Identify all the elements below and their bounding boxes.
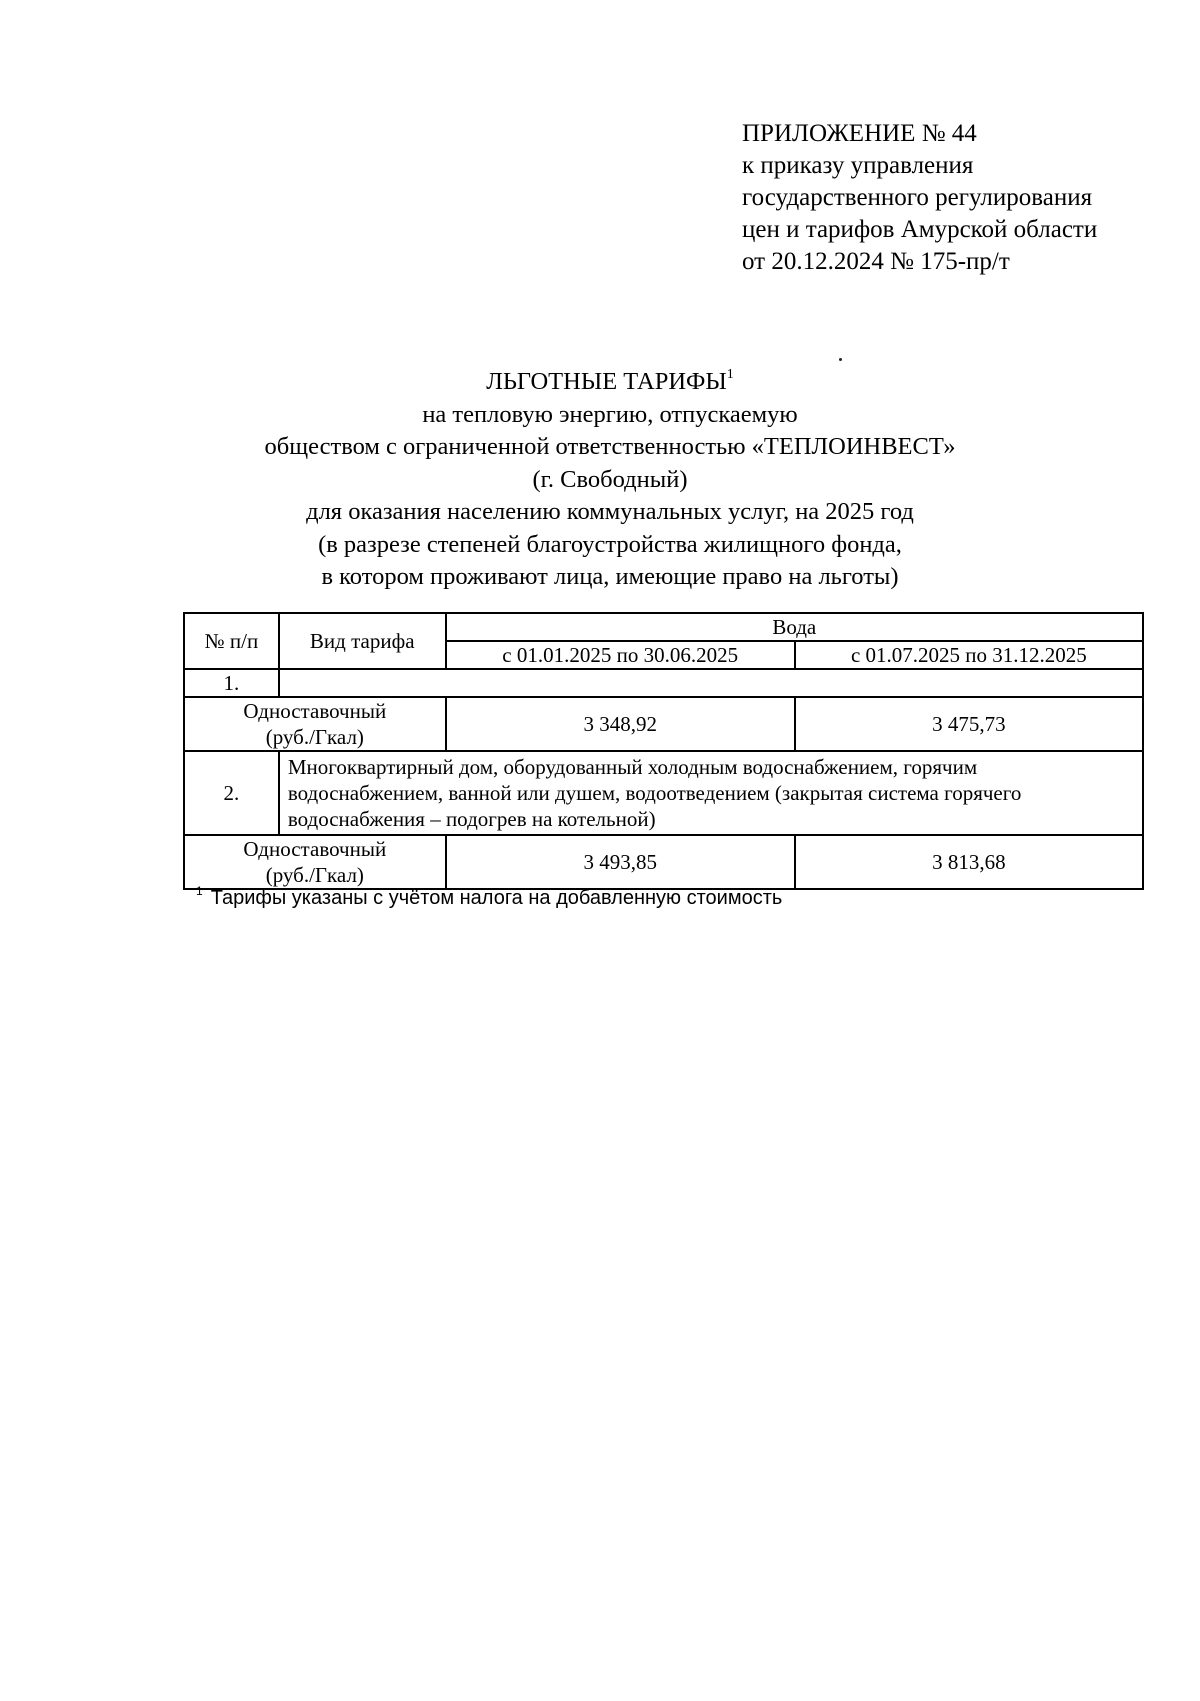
tariff-row xyxy=(184,835,1143,889)
title-line: для оказания населению коммунальных услуг, на 2025 год xyxy=(306,498,914,525)
footnote xyxy=(196,886,782,910)
header-period-2: с 01.07.2025 по 31.12.2025 xyxy=(795,641,1143,669)
section-row xyxy=(184,669,1143,697)
title-line: обществом с ограниченной ответственностью «ТЕПЛОИНВЕСТ» xyxy=(264,433,956,460)
section-description: Многоквартирный дом, оборудованный холодным водоснабжением, горячим водоснабжением, ванной или душем, водоотведением (закрытая система горячего водоснабжения – подогрев на котельной) xyxy=(279,751,1143,835)
appendix-line: государственного регулирования xyxy=(742,184,1093,211)
section-description xyxy=(279,669,1143,697)
tariff-value-period-1: 3 348,92 xyxy=(446,697,795,751)
section-row xyxy=(184,751,1143,835)
tariff-label xyxy=(184,697,446,751)
title-line: на тепловую энергию, отпускаемую xyxy=(422,400,798,428)
tariff-label-unit: (руб./Гкал) xyxy=(265,863,364,887)
document-title-block xyxy=(0,366,1160,594)
section-number: 1. xyxy=(184,669,279,697)
tariff-value-period-1: 3 493,85 xyxy=(446,835,795,889)
tariff-label-unit: (руб./Гкал) xyxy=(265,725,364,749)
footnote-mark: 1 xyxy=(196,884,203,898)
tariff-label-name: Одноставочный xyxy=(243,837,387,861)
tariffs-table xyxy=(183,612,1144,890)
header-water-group: Вода xyxy=(446,613,1143,641)
tariff-row xyxy=(184,697,1143,751)
footnote-text: Тарифы указаны с учётом налога на добавленную стоимость xyxy=(210,887,783,909)
appendix-line: цен и тарифов Амурской области xyxy=(742,216,1098,243)
scan-speck xyxy=(839,358,842,361)
title-line: (в разрезе степеней благоустройства жилищного фонда, xyxy=(318,530,902,558)
tariff-value-period-2: 3 813,68 xyxy=(795,835,1143,889)
tariff-label-name: Одноставочный xyxy=(243,699,387,723)
header-tariff-type: Вид тарифа xyxy=(279,613,446,669)
appendix-line: к приказу управления xyxy=(742,152,974,179)
title-line: в котором проживают лица, имеющие право на льготы) xyxy=(321,563,899,590)
tariff-value-period-2: 3 475,73 xyxy=(795,697,1143,751)
tariff-label xyxy=(184,835,446,889)
table-header-row xyxy=(184,613,1143,641)
header-number: № п/п xyxy=(184,613,279,669)
heading-text: ЛЬГОТНЫЕ ТАРИФЫ xyxy=(486,368,727,395)
section-number: 2. xyxy=(184,751,279,835)
appendix-block xyxy=(742,118,1182,278)
heading-footnote-mark: 1 xyxy=(726,367,734,382)
appendix-order-date: от 20.12.2024 № 175-пр/т xyxy=(742,248,1010,275)
title-line: (г. Свободный) xyxy=(532,465,688,493)
document-heading xyxy=(60,366,1160,399)
appendix-number: ПРИЛОЖЕНИЕ № 44 xyxy=(742,120,977,147)
header-period-1: с 01.01.2025 по 30.06.2025 xyxy=(446,641,795,669)
